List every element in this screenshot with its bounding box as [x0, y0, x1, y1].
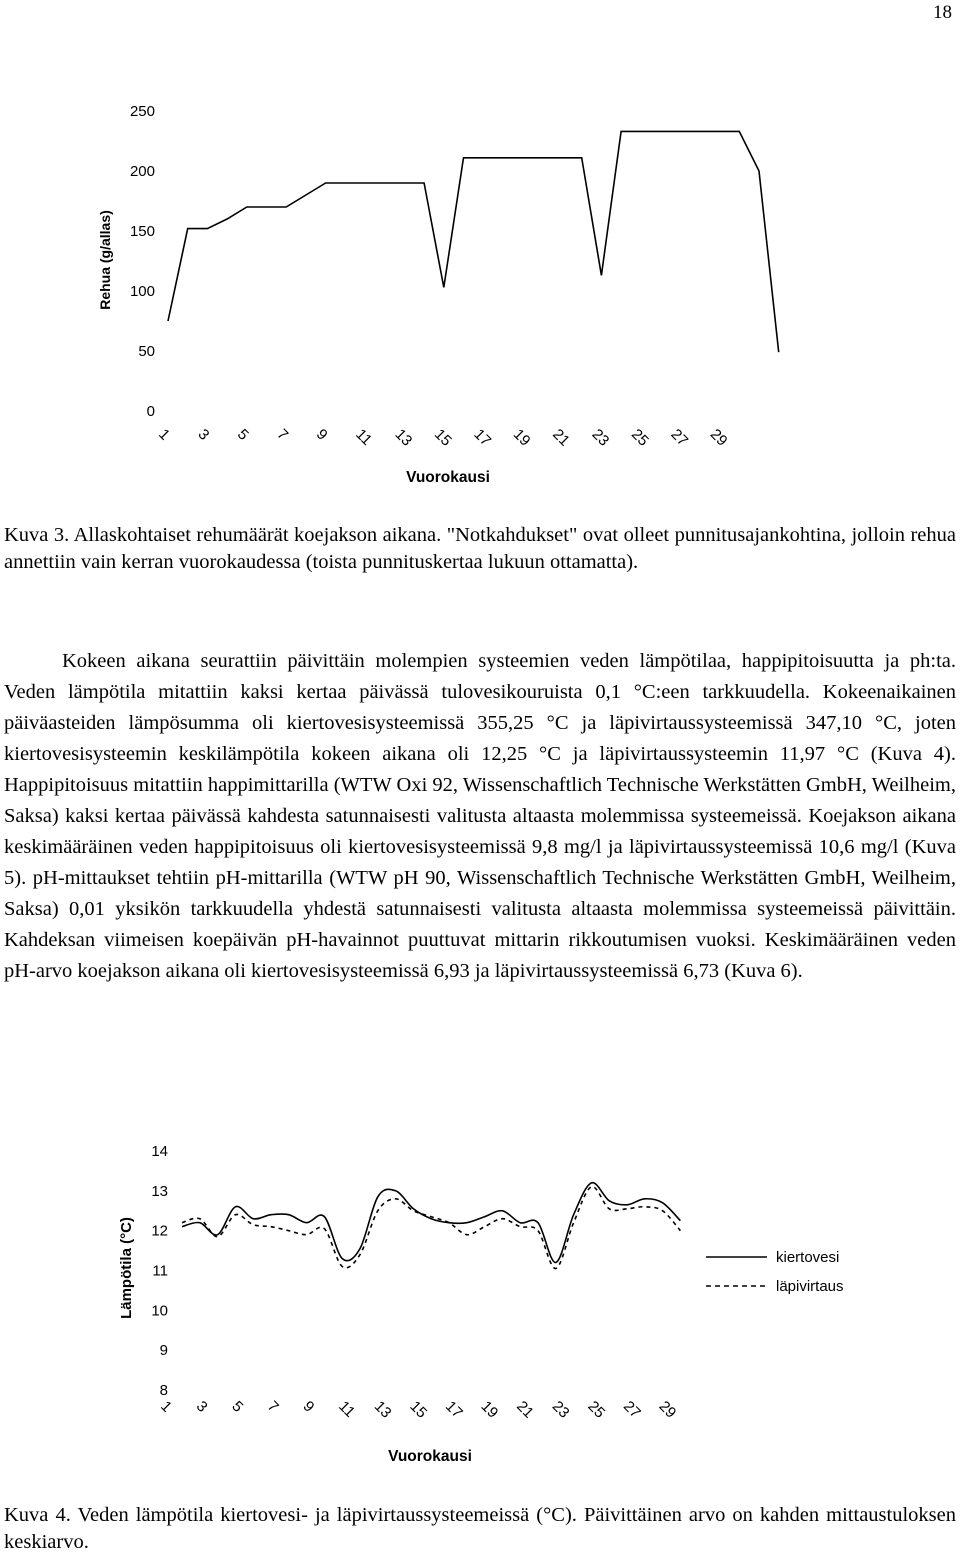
x-tick-label: 13 [391, 425, 416, 450]
caption-text: Kuva 4. Veden lämpötila kiertovesi- ja läpivirtaussysteemeissä (°C). Päivittäinen arvo on kahden mittaustuloksen keskiarvo. [4, 1504, 956, 1553]
y-tick-label: 150 [129, 223, 155, 240]
legend [706, 1249, 844, 1295]
x-tick-label: 11 [335, 1397, 359, 1421]
x-tick-label: 27 [619, 1397, 644, 1422]
x-tick-label: 3 [192, 1397, 211, 1416]
x-tick-label: 3 [194, 425, 213, 444]
feed-chart [0, 80, 960, 500]
x-tick-label: 23 [588, 425, 613, 450]
x-tick-label: 21 [549, 425, 573, 450]
y-tick-label: 12 [151, 1222, 168, 1240]
feed-series-line [168, 131, 779, 352]
x-tick-label: 17 [470, 425, 495, 450]
x-tick-label: 23 [548, 1397, 573, 1422]
x-tick-label: 9 [299, 1397, 318, 1416]
caption-text: Kuva 3. Allaskohtaiset rehumäärät koejakson aikana. "Notkahdukset" ovat olleet punnitusajankohtina, jolloin rehua annettiin vain kerran vuorokaudessa (toista punnituskertaa lukuun ottamatta). [4, 524, 956, 573]
y-tick-label: 9 [159, 1342, 168, 1360]
x-tick-label: 5 [233, 425, 252, 444]
x-tick-label: 29 [706, 425, 731, 450]
series-line-kiertovesi [182, 1183, 680, 1263]
x-axis-label: Vuorokausi [406, 469, 490, 486]
y-tick-label: 0 [146, 403, 155, 420]
y-tick-label: 100 [129, 283, 155, 300]
x-tick-label: 9 [312, 425, 331, 444]
x-tick-label: 1 [157, 1397, 176, 1416]
y-axis-label: Lämpötila (°C) [118, 1217, 135, 1319]
x-tick-label: 11 [352, 425, 376, 449]
x-tick-label: 7 [263, 1397, 282, 1416]
x-tick-label: 7 [273, 425, 292, 444]
y-tick-label: 13 [151, 1182, 168, 1200]
y-axis-label: Rehua (g/allas) [97, 210, 113, 310]
x-tick-label: 5 [228, 1397, 247, 1416]
x-tick-label: 19 [477, 1397, 502, 1422]
x-tick-label: 29 [655, 1397, 680, 1422]
temperature-chart [0, 1135, 960, 1480]
x-tick-label: 25 [627, 425, 652, 450]
x-tick-label: 1 [155, 425, 174, 444]
figure-caption-3 [4, 522, 956, 576]
x-tick-label: 27 [667, 425, 692, 450]
y-tick-label: 200 [129, 163, 155, 180]
x-tick-label: 19 [509, 425, 534, 450]
y-tick-label: 250 [129, 103, 155, 120]
x-tick-label: 15 [406, 1397, 431, 1422]
x-tick-label: 15 [430, 425, 455, 450]
x-tick-label: 13 [370, 1397, 395, 1422]
x-tick-label: 25 [584, 1397, 609, 1422]
x-tick-label: 21 [513, 1397, 537, 1422]
y-tick-label: 8 [159, 1382, 168, 1399]
legend-label-kiertovesi: kiertovesi [776, 1249, 840, 1266]
page-number: 18 [933, 2, 952, 23]
body-paragraph: Kokeen aikana seurattiin päivittäin molempien systeemien veden lämpötilaa, happipitoisuutta ja ph:ta. Veden lämpötila mitattiin kaksi kertaa päivässä tulovesikouruista 0,1 °C:een tarkkuudella. Kokeenaikainen päiväasteiden lämpösumma oli kiertovesisysteemissä 355,25 °C ja läpivirtaussysteemissä 347,10 °C, joten kiertovesisysteemin keskilämpötila kokeen aikana oli 12,25 °C ja läpivirtaussysteemin 11,97 °C (Kuva 4). Happipitoisuus mitattiin happimittarilla (WTW Oxi 92, Wissenschaftlich Technische Werkstätten GmbH, Weilheim, Saksa) kaksi kertaa päivässä kahdesta satunnaisesti valitusta altaasta molemmissa systeemeissä. Koejakson aikana keskimääräinen veden happipitoisuus oli kiertovesisysteemissä 9,8 mg/l ja läpivirtaussysteemissä 10,6 mg/l (Kuva 5). pH-mittaukset tehtiin pH-mittarilla (WTW pH 90, Wissenschaftlich Technische Werkstätten GmbH, Weilheim, Saksa) 0,01 yksikön tarkkuudella yhdestä satunnaisesti valitusta altaasta molemmissa systeemeissä päivittäin. Kahdeksan viimeisen koepäivän pH-havainnot puuttuvat mittarin rikkoutumisen vuoksi. Keskimääräinen veden pH-arvo koejakson aikana oli kiertovesisysteemissä 6,93 ja läpivirtaussysteemissä 6,73 (Kuva 6). [4, 650, 956, 982]
figure-caption-4 [4, 1502, 956, 1556]
x-axis-label: Vuorokausi [388, 1448, 472, 1465]
y-tick-label: 10 [151, 1302, 168, 1320]
legend-label-lapivirtaus: läpivirtaus [776, 1278, 844, 1295]
y-tick-label: 11 [152, 1262, 168, 1280]
y-tick-label: 14 [151, 1143, 168, 1160]
x-tick-label: 17 [441, 1397, 466, 1422]
series-line-lapivirtaus [182, 1187, 680, 1269]
y-tick-label: 50 [138, 343, 155, 360]
